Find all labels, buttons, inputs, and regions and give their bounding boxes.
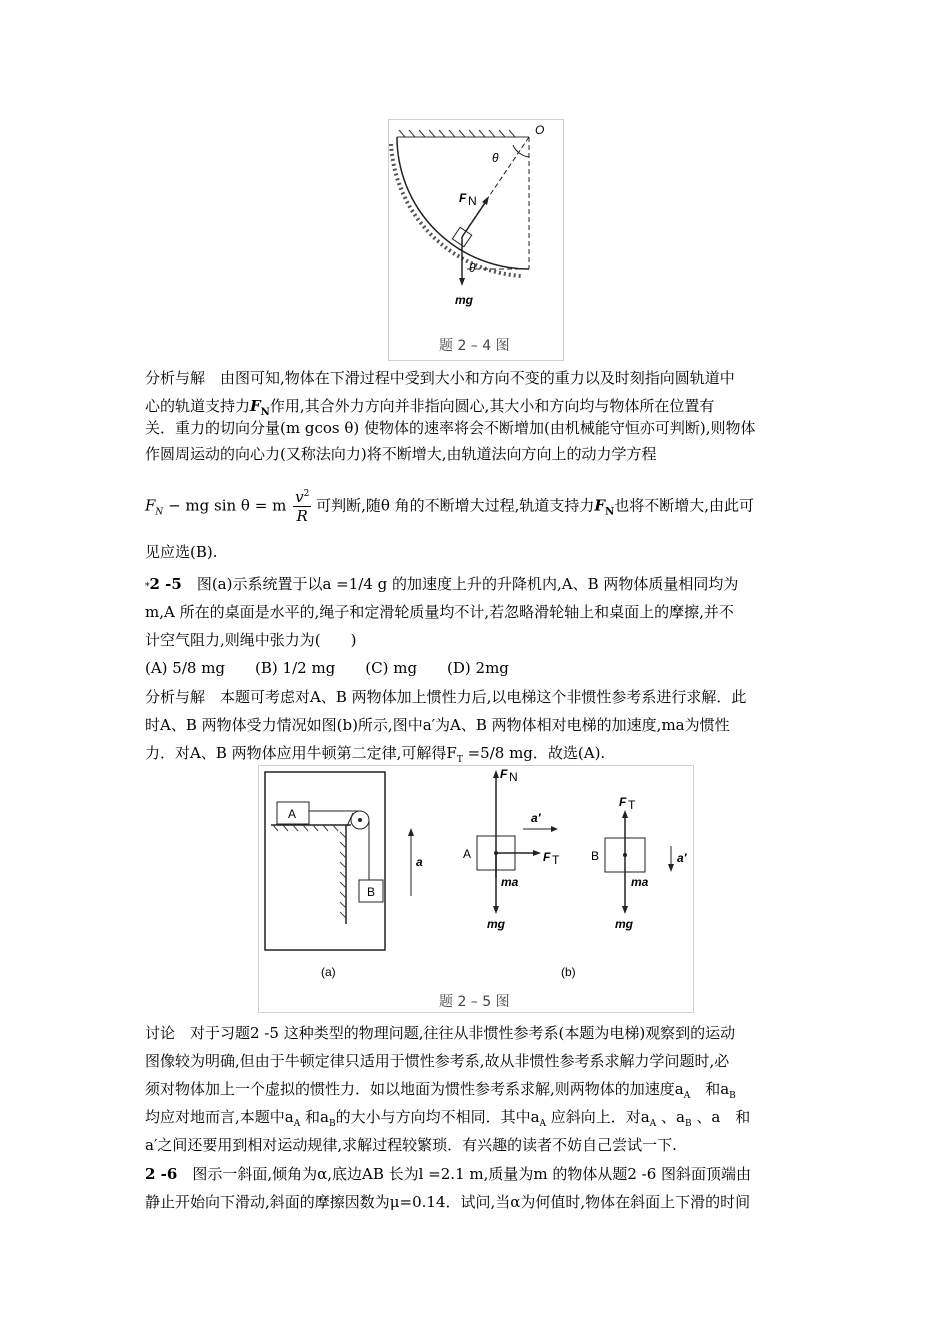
eq-num: v bbox=[295, 488, 304, 506]
equation bbox=[145, 488, 754, 525]
sub-a-4: A bbox=[649, 1119, 657, 1129]
label-theta-bottom: θ bbox=[469, 261, 476, 275]
problem-2-5-line-1 bbox=[145, 574, 738, 597]
eq-body: − mg sin θ = m bbox=[168, 496, 287, 515]
eq-sup: 2 bbox=[303, 489, 310, 499]
fn-subscript-2: N bbox=[605, 506, 615, 518]
analysis-2-5-line-3-a: 力．对A、B 两物体应用牛顿第二定律,可解得F bbox=[145, 744, 457, 762]
ft1-label: F bbox=[543, 850, 551, 864]
sub-b-3: B bbox=[684, 1119, 692, 1129]
mg1-label: mg bbox=[487, 917, 505, 931]
discussion-line-2: 图像较为明确,但由于牛顿定律只适用于惯性参考系,故从非惯性参考系求解力学问题时,必 bbox=[145, 1052, 730, 1070]
sub-b-1: B bbox=[729, 1091, 736, 1101]
label-a-b: A bbox=[463, 847, 472, 861]
ft1-sub: T bbox=[552, 853, 560, 867]
analysis-2-4-line-5-a: 可判断,随θ 角的不断增大过程,轨道支持力 bbox=[316, 496, 595, 515]
analysis-2-4-line-6: 见应选(B). bbox=[145, 543, 218, 561]
fn-label: F bbox=[500, 767, 508, 781]
eq-den: R bbox=[296, 507, 308, 525]
a-prime2-label: a′ bbox=[677, 851, 687, 865]
ft2-label: F bbox=[619, 795, 627, 809]
eq-f: F bbox=[145, 496, 156, 515]
figure-2-4-caption: 题 2 – 4 图 bbox=[439, 338, 510, 354]
analysis-2-4-line-2-a: 心的轨道支持力 bbox=[145, 397, 251, 415]
discussion-line-5: a′之间还要用到相对运动规律,求解过程较繁琐．有兴趣的读者不妨自己尝试一下. bbox=[145, 1136, 677, 1154]
fn-subscript: N bbox=[260, 407, 270, 418]
discussion-line-4 bbox=[145, 1107, 750, 1134]
problem-2-5-star: * bbox=[145, 582, 150, 592]
problem-2-5-options: (A) 5/8 mg (B) 1/2 mg (C) mg (D) 2mg bbox=[145, 659, 509, 677]
analysis-2-5-line-2: 时A、B 两物体受力情况如图(b)所示,图中a′为A、B 两物体相对电梯的加速度,ma为惯性 bbox=[145, 716, 730, 734]
problem-2-6-text-1: 图示一斜面,倾角为α,底边AB 长为l =2.1 m,质量为m 的物体从题2 -6 图斜面顶端由 bbox=[177, 1165, 752, 1183]
problem-2-5-number: 2 -5 bbox=[149, 575, 182, 593]
fn-sub: N bbox=[509, 770, 518, 784]
problem-2-6-line-1 bbox=[145, 1164, 751, 1184]
figure-2-5-drawing bbox=[259, 766, 693, 1012]
analysis-2-4-line-1: 分析与解 由图可知,物体在下滑过程中受到大小和方向不变的重力以及时刻指向圆轨道中 bbox=[145, 369, 735, 387]
sub-b-2: B bbox=[328, 1119, 336, 1129]
discussion-line-3 bbox=[145, 1079, 736, 1106]
label-fn: F bbox=[459, 191, 467, 205]
sub-a-1: A bbox=[683, 1091, 691, 1101]
figure-2-4 bbox=[388, 119, 564, 361]
discussion-line-3-a: 须对物体加上一个虚拟的惯性力．如以地面为惯性参考系求解,则两物体的加速度a bbox=[145, 1080, 684, 1098]
a-prime-label: a′ bbox=[531, 811, 541, 825]
problem-2-6-line-2: 静止开始向下滑动,斜面的摩擦因数为μ=0.14．试问,当α为何值时,物体在斜面上下滑的时间 bbox=[145, 1193, 751, 1211]
ma2-label: ma bbox=[631, 875, 649, 889]
figure-2-5 bbox=[258, 765, 694, 1013]
label-o: O bbox=[535, 123, 545, 137]
discussion-line-3-b: 和a bbox=[690, 1080, 730, 1098]
discussion-line-4-f: 、a 和 bbox=[691, 1108, 751, 1126]
figure-2-4-drawing bbox=[389, 120, 563, 360]
problem-2-5-text-1: 图(a)示系统置于以a =1/4 g 的加速度上升的升降机内,A、B 两物体质量相同均为 bbox=[181, 575, 739, 593]
sub-label-b: (b) bbox=[561, 965, 576, 979]
fn-symbol: F bbox=[250, 397, 261, 415]
discussion-line-4-c: 的大小与方向均不相同．其中a bbox=[335, 1108, 540, 1126]
ft2-sub: T bbox=[628, 798, 636, 812]
analysis-2-4-line-2-b: 作用,其合外力方向并非指向圆心,其大小和方向均与物体所在位置有 bbox=[269, 397, 715, 415]
eq-n: N bbox=[155, 507, 164, 518]
analysis-2-4-line-3: 关．重力的切向分量(m gcos θ) 使物体的速率将会不断增加(由机械能守恒亦可判断),则物体 bbox=[145, 419, 756, 437]
label-theta-top: θ bbox=[492, 151, 499, 165]
discussion-line-1: 讨论 对于习题2 -5 这种类型的物理问题,往往从非惯性参考系(本题为电梯)观察到的运动 bbox=[145, 1024, 736, 1042]
discussion-line-4-e: 、a bbox=[656, 1108, 685, 1126]
sub-a-2: A bbox=[293, 1119, 301, 1129]
label-fn-sub: N bbox=[468, 194, 477, 208]
problem-2-6-number: 2 -6 bbox=[145, 1165, 178, 1183]
block-a: A bbox=[288, 807, 297, 821]
analysis-2-5-line-3-b: =5/8 mg．故选(A). bbox=[462, 744, 606, 762]
analysis-2-5-line-1: 分析与解 本题可考虑对A、B 两物体加上惯性力后,以电梯这个非惯性参考系进行求解．此 bbox=[145, 688, 747, 706]
eq-fraction bbox=[293, 488, 311, 525]
label-mg: mg bbox=[455, 293, 473, 307]
analysis-2-4-line-5-b: 也将不断增大,由此可 bbox=[614, 496, 754, 515]
problem-2-5-line-2: m,A 所在的桌面是水平的,绳子和定滑轮质量均不计,若忽略滑轮轴上和桌面上的摩擦,并不 bbox=[145, 603, 734, 621]
ma1-label: ma bbox=[501, 875, 519, 889]
ft-subscript: T bbox=[456, 755, 463, 765]
mg2-label: mg bbox=[615, 917, 633, 931]
sub-label-a: (a) bbox=[321, 965, 336, 979]
analysis-2-4-line-4: 作圆周运动的向心力(又称法向力)将不断增大,由轨道法向方向上的动力学方程 bbox=[145, 445, 657, 463]
sub-a-3: A bbox=[539, 1119, 547, 1129]
arrow-a-label: a bbox=[416, 855, 423, 869]
discussion-line-4-b: 和a bbox=[300, 1108, 329, 1126]
figure-2-5-caption: 题 2 – 5 图 bbox=[439, 994, 510, 1010]
discussion-line-4-a: 均应对地而言,本题中a bbox=[145, 1108, 294, 1126]
fn-symbol-2: F bbox=[594, 496, 606, 515]
problem-2-5-line-3: 计空气阻力,则绳中张力为( ) bbox=[145, 631, 357, 649]
discussion-line-4-d: 应斜向上．对a bbox=[546, 1108, 650, 1126]
block-b: B bbox=[367, 885, 376, 899]
label-b-b: B bbox=[591, 849, 600, 863]
